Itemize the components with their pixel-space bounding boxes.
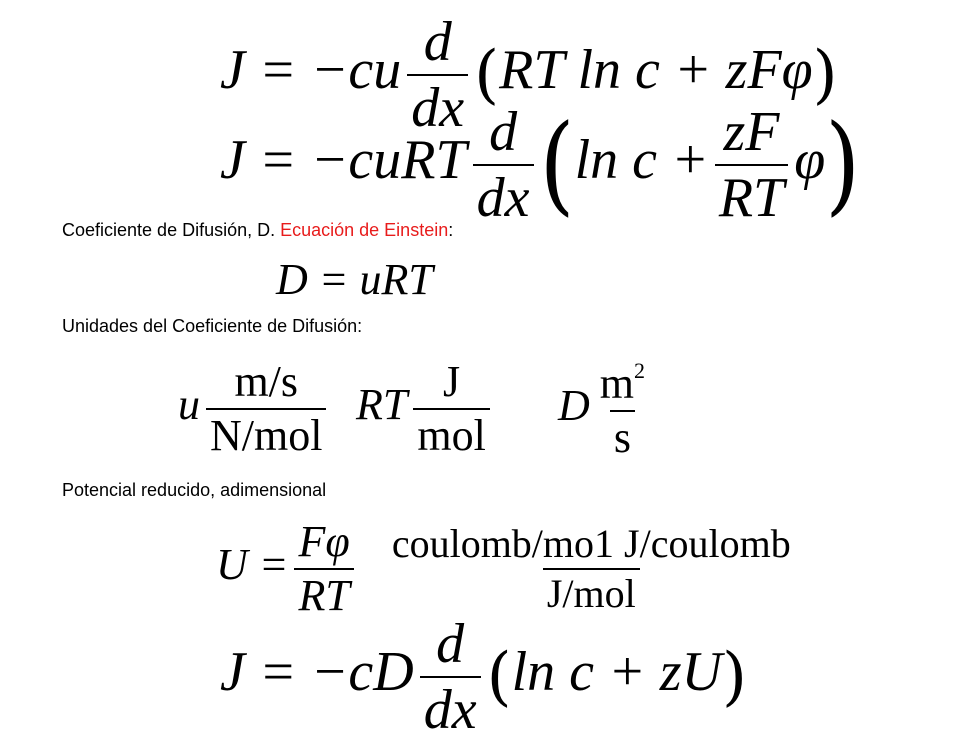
units-d-num-base: m: [599, 358, 635, 408]
eq2-derivative: [473, 101, 534, 229]
reduced-potential-caption: Potencial reducido, adimensional: [62, 480, 327, 500]
caption-prefix: Coeficiente de Difusión, D.: [62, 220, 281, 240]
units-d-symbol: D: [558, 380, 590, 430]
eq2-rt: RT: [715, 164, 788, 226]
eq5-open-paren: (: [486, 640, 512, 714]
equation-flux-2: [220, 101, 861, 229]
einstein-caption: [62, 220, 453, 241]
caption-suffix: :: [448, 220, 454, 240]
units-rt-frac: [413, 357, 489, 460]
eq5-body: ln c + zU: [511, 640, 722, 703]
eq5-d: d: [436, 613, 465, 675]
eq2-lhs: J = −cuRT: [220, 128, 467, 191]
units-rt-symbol: RT: [356, 380, 408, 430]
units-caption: Unidades del Coeficiente de Difusión:: [62, 316, 363, 336]
eq4-lhs: U =: [216, 540, 289, 590]
eq4-den: RT: [294, 568, 353, 618]
eq1-body: RT ln c + zF: [499, 38, 782, 101]
eq5-dx: dx: [420, 676, 481, 738]
equation-einstein: D = uRT: [276, 255, 433, 304]
eq2-ln: ln c +: [574, 128, 709, 191]
units-d-den: s: [610, 410, 635, 460]
einstein-link-text: Ecuación de Einstein: [280, 220, 449, 240]
eq1-lhs: J = −cu: [220, 38, 402, 101]
eq4-frac: [294, 517, 353, 620]
eq1-d: d: [423, 11, 452, 73]
eq1-dx: dx: [407, 74, 468, 136]
eq4-unit-den: J/mol: [543, 568, 640, 614]
eq2-phi: φ: [794, 128, 826, 191]
units-u-symbol: u: [178, 380, 200, 430]
units-d-exponent: 2: [634, 358, 646, 383]
eq2-dx: dx: [473, 164, 534, 226]
units-rt: [356, 357, 496, 460]
eq2-close-paren: ): [825, 101, 861, 228]
eq2-zf: zF: [723, 101, 780, 163]
eq2-d: d: [489, 101, 518, 163]
eq4-units-frac: [388, 521, 795, 616]
units-u-den: N/mol: [206, 408, 326, 458]
eq5-lhs: J = −cD: [220, 640, 414, 703]
eq4-num: Fφ: [298, 517, 350, 566]
units-d-frac: [596, 360, 649, 460]
eq1-close-paren: ): [812, 38, 838, 112]
units-u-frac: [206, 357, 326, 460]
units-d-num: [596, 360, 649, 410]
units-u: [178, 357, 332, 460]
units-rt-den: mol: [413, 408, 489, 458]
eq5-close-paren: ): [722, 640, 747, 714]
eq1-open-paren: (: [474, 38, 500, 112]
units-d: [558, 360, 655, 460]
eq2-open-paren: (: [539, 101, 575, 228]
equation-reduced-potential: [216, 517, 801, 620]
units-rt-num: J: [443, 357, 461, 406]
units-u-num: m/s: [234, 357, 299, 406]
eq4-unit-num: coulomb/mo1 J/coulomb: [391, 521, 791, 566]
eq2-zf-over-rt: [715, 101, 788, 229]
eq1-phi: φ: [781, 38, 813, 101]
